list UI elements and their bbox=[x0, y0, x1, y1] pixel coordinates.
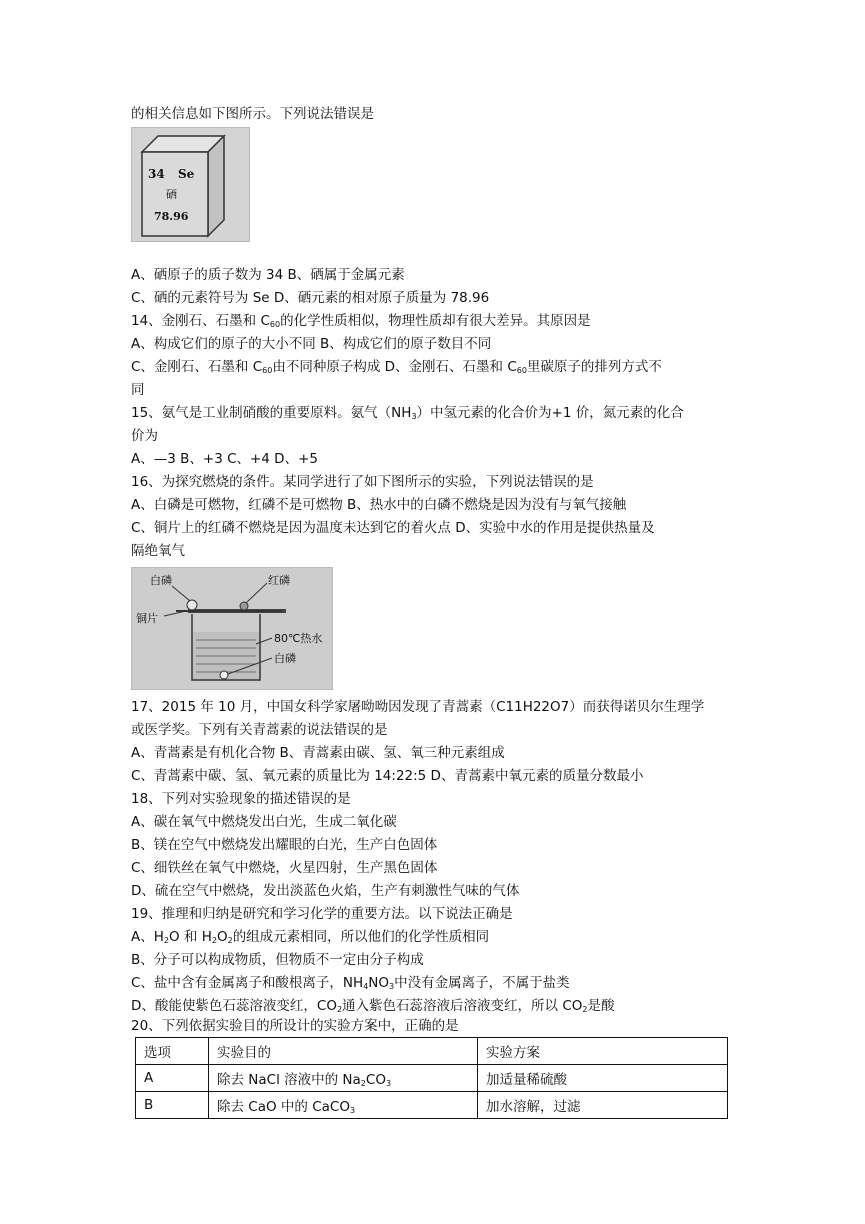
label-hot-water: 80℃热水 bbox=[274, 632, 323, 645]
combustion-experiment-image bbox=[131, 567, 333, 690]
question-13-options-ab: A、硒原子的质子数为 34 B、硒属于金属元素 bbox=[131, 267, 405, 283]
row-b-option: B bbox=[136, 1092, 209, 1119]
question-14-options-ab: A、构成它们的原子的大小不同 B、构成它们的原子数目不同 bbox=[131, 336, 492, 352]
question-19-option-b: B、分子可以构成物质，但物质不一定由分子构成 bbox=[131, 952, 424, 968]
question-19-option-d: D、酸能使紫色石蕊溶液变红，$CO_2$通入紫色石蕊溶液后溶液变红，所以 $CO_2$是酸 bbox=[131, 998, 615, 1014]
row-b-plan: 加水溶解，过滤 bbox=[478, 1092, 728, 1119]
element-symbol: Se bbox=[178, 167, 195, 181]
question-17-continuation: 或医学奖。下列有关青蒿素的说法错误的是 bbox=[131, 722, 388, 738]
label-white-phosphorus-top: 白磷 bbox=[150, 574, 172, 587]
atomic-number: 34 bbox=[148, 167, 165, 181]
question-18-option-b: B、镁在空气中燃烧发出耀眼的白光，生产白色固体 bbox=[131, 837, 438, 853]
question-18-stem: 18、下列对实验现象的描述错误的是 bbox=[131, 791, 351, 807]
header-plan: 实验方案 bbox=[478, 1038, 728, 1065]
table-row bbox=[136, 1065, 728, 1092]
question-16-options-cd: C、铜片上的红磷不燃烧是因为温度未达到它的着火点 D、实验中水的作用是提供热量及 bbox=[131, 520, 655, 536]
question-16-continuation: 隔绝氧气 bbox=[131, 543, 185, 559]
row-a-purpose: 除去 NaCl 溶液中的 $Na_2CO_3$ bbox=[209, 1065, 478, 1092]
question-17-stem: 17、2015 年 10 月，中国女科学家屠呦呦因发现了青蒿素（C11H22O7）而获得诺贝尔生理学 bbox=[131, 699, 705, 715]
question-16-stem: 16、为探究燃烧的条件。某同学进行了如下图所示的实验，下列说法错误的是 bbox=[131, 474, 594, 490]
question-14-stem: 14、金刚石、石墨和 $C_{60}$的化学性质相似，物理性质却有很大差异。其原因是 bbox=[131, 313, 591, 329]
row-b-purpose: 除去 CaO 中的 CaCO$_3$ bbox=[209, 1092, 478, 1119]
question-19-option-a: A、$H_2O$ 和 $H_2O_2$的组成元素相同，所以他们的化学性质相同 bbox=[131, 929, 490, 945]
row-a-option: A bbox=[136, 1065, 209, 1092]
question-20-stem: 20、下列依据实验目的所设计的实验方案中，正确的是 bbox=[131, 1018, 459, 1034]
label-copper-sheet: 铜片 bbox=[136, 612, 158, 625]
question-15-options: A、—3 B、+3 C、+4 D、+5 bbox=[131, 451, 318, 467]
question-14-options-cd: C、金刚石、石墨和 $C_{60}$由不同种原子构成 D、金刚石、石墨和 $C_{60}$里碳原子的排列方式不 bbox=[131, 359, 662, 375]
question-16-options-ab: A、白磷是可燃物，红磷不是可燃物 B、热水中的白磷不燃烧是因为没有与氧气接触 bbox=[131, 497, 627, 513]
row-a-plan: 加适量稀硫酸 bbox=[478, 1065, 728, 1092]
header-purpose: 实验目的 bbox=[209, 1038, 478, 1065]
question-19-stem: 19、推理和归纳是研究和学习化学的重要方法。以下说法正确是 bbox=[131, 906, 513, 922]
table-header-row bbox=[136, 1038, 728, 1065]
element-cube-drawing bbox=[132, 128, 249, 241]
question-17-options-cd: C、青蒿素中碳、氢、氧元素的质量比为 14:22:5 D、青蒿素中氧元素的质量分数最小 bbox=[131, 768, 644, 784]
selenium-element-card-image bbox=[131, 127, 250, 242]
question-17-options-ab: A、青蒿素是有机化合物 B、青蒿素由碳、氢、氧三种元素组成 bbox=[131, 745, 505, 761]
question-18-option-d: D、硫在空气中燃烧，发出淡蓝色火焰，生产有刺激性气味的气体 bbox=[131, 883, 520, 899]
header-option: 选项 bbox=[136, 1038, 209, 1065]
label-red-phosphorus: 红磷 bbox=[268, 574, 290, 587]
question-13-options-cd: C、硒的元素符号为 Se D、硒元素的相对原子质量为 78.96 bbox=[131, 290, 490, 306]
table-row bbox=[136, 1092, 728, 1119]
atomic-mass: 78.96 bbox=[154, 210, 189, 223]
question-15-stem: 15、氨气是工业制硝酸的重要原料。氨气$(NH_3)$中氢元素的化合价为+1 价，氮元素的化合 bbox=[131, 405, 684, 421]
question-13-stem: 的相关信息如下图所示。下列说法错误是 bbox=[131, 106, 374, 122]
beaker-diagram bbox=[132, 568, 332, 689]
question-19-option-c: C、盐中含有金属离子和酸根离子，$NH_4NO_3$中没有金属离子，不属于盐类 bbox=[131, 975, 570, 991]
experiment-plan-table bbox=[135, 1037, 728, 1119]
label-white-phosphorus-bottom: 白磷 bbox=[274, 652, 296, 665]
question-15-continuation: 价为 bbox=[131, 428, 158, 444]
question-18-option-c: C、细铁丝在氧气中燃烧，火星四射，生产黑色固体 bbox=[131, 860, 438, 876]
element-name: 硒 bbox=[166, 188, 177, 201]
question-14-continuation: 同 bbox=[131, 382, 145, 398]
question-18-option-a: A、碳在氧气中燃烧发出白光，生成二氧化碳 bbox=[131, 814, 397, 830]
